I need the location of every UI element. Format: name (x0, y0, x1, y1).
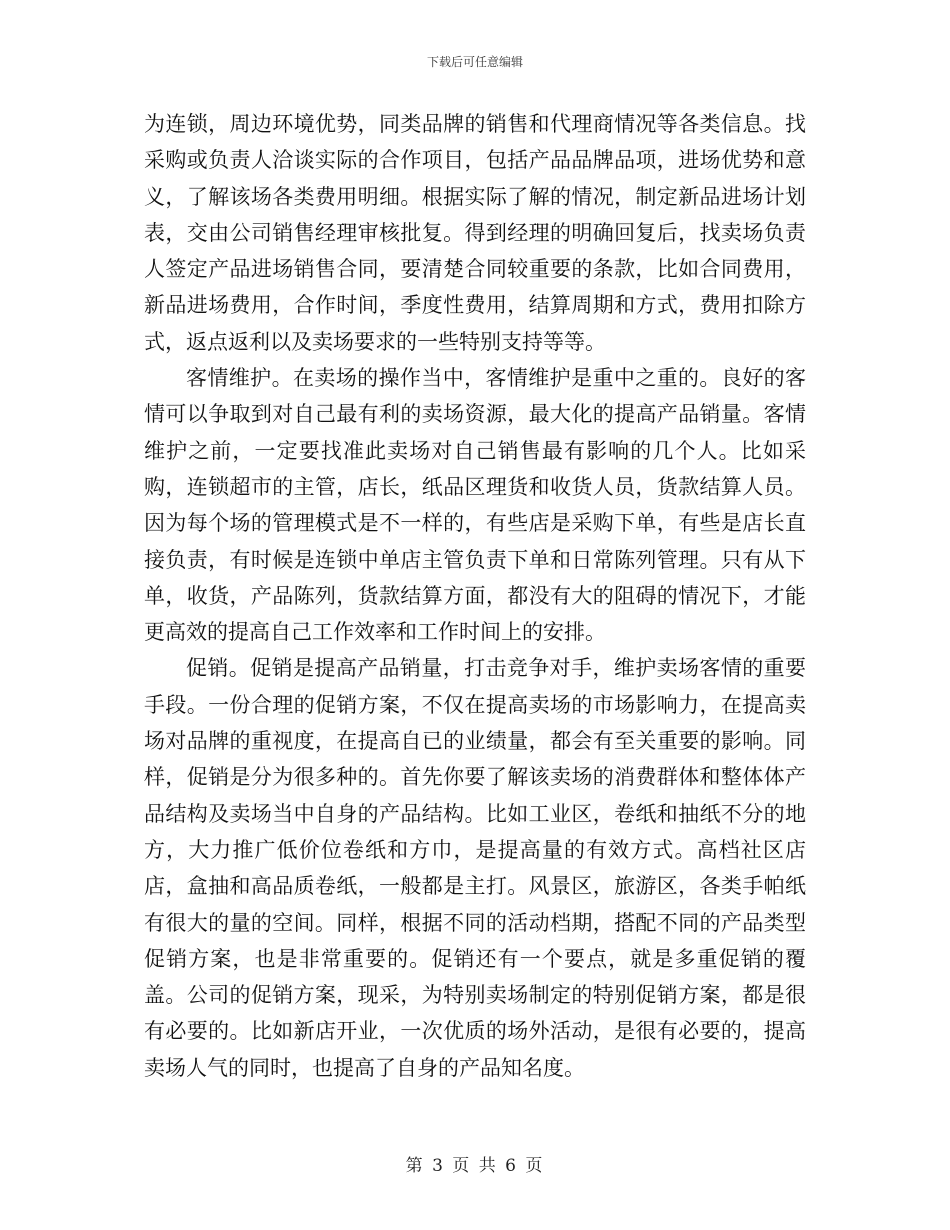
page-header: 下载后可任意编辑 (426, 55, 523, 69)
paragraph-promotion: 促销。促销是提高产品销量，打击竞争对手，维护卖场客情的重要手段。一份合理的促销方案，不仅在提高卖场的市场影响力，在提高卖场对品牌的重视度，在提高自已的业绩量，都会有至关重要的影响。同样，促销是分为很多种的。首先你要了解该卖场的消费群体和整体体产品结构及卖场当中自身的产品结构。比如工业区，卷纸和抽纸不分的地方，大力推广低价位卷纸和方巾，是提高量的有效方式。高档社区店店，盒抽和高品质卷纸，一般都是主打。风景区，旅游区，各类手帕纸有很大的量的空间。同样，根据不同的活动档期，搭配不同的产品类型促销方案，也是非常重要的。促销还有一个要点，就是多重促销的覆盖。公司的促销方案，现采，为特别卖场制定的特别促销方案，都是很有必要的。比如新店开业，一次优质的场外活动，是很有必要的，提高卖场人气的同时，也提高了自身的产品知名度。 (144, 656, 806, 1080)
document-body (144, 106, 806, 1086)
page-number-footer: 第 3 页 共 6 页 (405, 1156, 545, 1176)
paragraph-customer-relations: 客情维护。在卖场的操作当中，客情维护是重中之重的。良好的客情可以争取到对自己最有利的卖场资源，最大化的提高产品销量。客情维护之前，一定要找准此卖场对自己销售最有影响的几个人。比如采购，连锁超市的主管，店长，纸品区理货和收货人员，货款结算人员。因为每个场的管理模式是不一样的，有些店是采购下单，有些是店长直接负责，有时候是连锁中单店主管负责下单和日常陈列管理。只有从下单，收货，产品陈列，货款结算方面，都没有大的阻碍的情况下，才能更高效的提高自己工作效率和工作时间上的安排。 (144, 366, 806, 645)
paragraph-intro-continuation: 为连锁，周边环境优势，同类品牌的销售和代理商情况等各类信息。找采购或负责人洽谈实际的合作项目，包括产品品牌品项，进场优势和意义，了解该场各类费用明细。根据实际了解的情况，制定新品进场计划表，交由公司销售经理审核批复。得到经理的明确回复后，找卖场负责人签定产品进场销售合同，要清楚合同较重要的条款，比如合同费用，新品进场费用，合作时间，季度性费用，结算周期和方式，费用扣除方式，返点返利以及卖场要求的一些特别支持等等。 (144, 112, 806, 354)
